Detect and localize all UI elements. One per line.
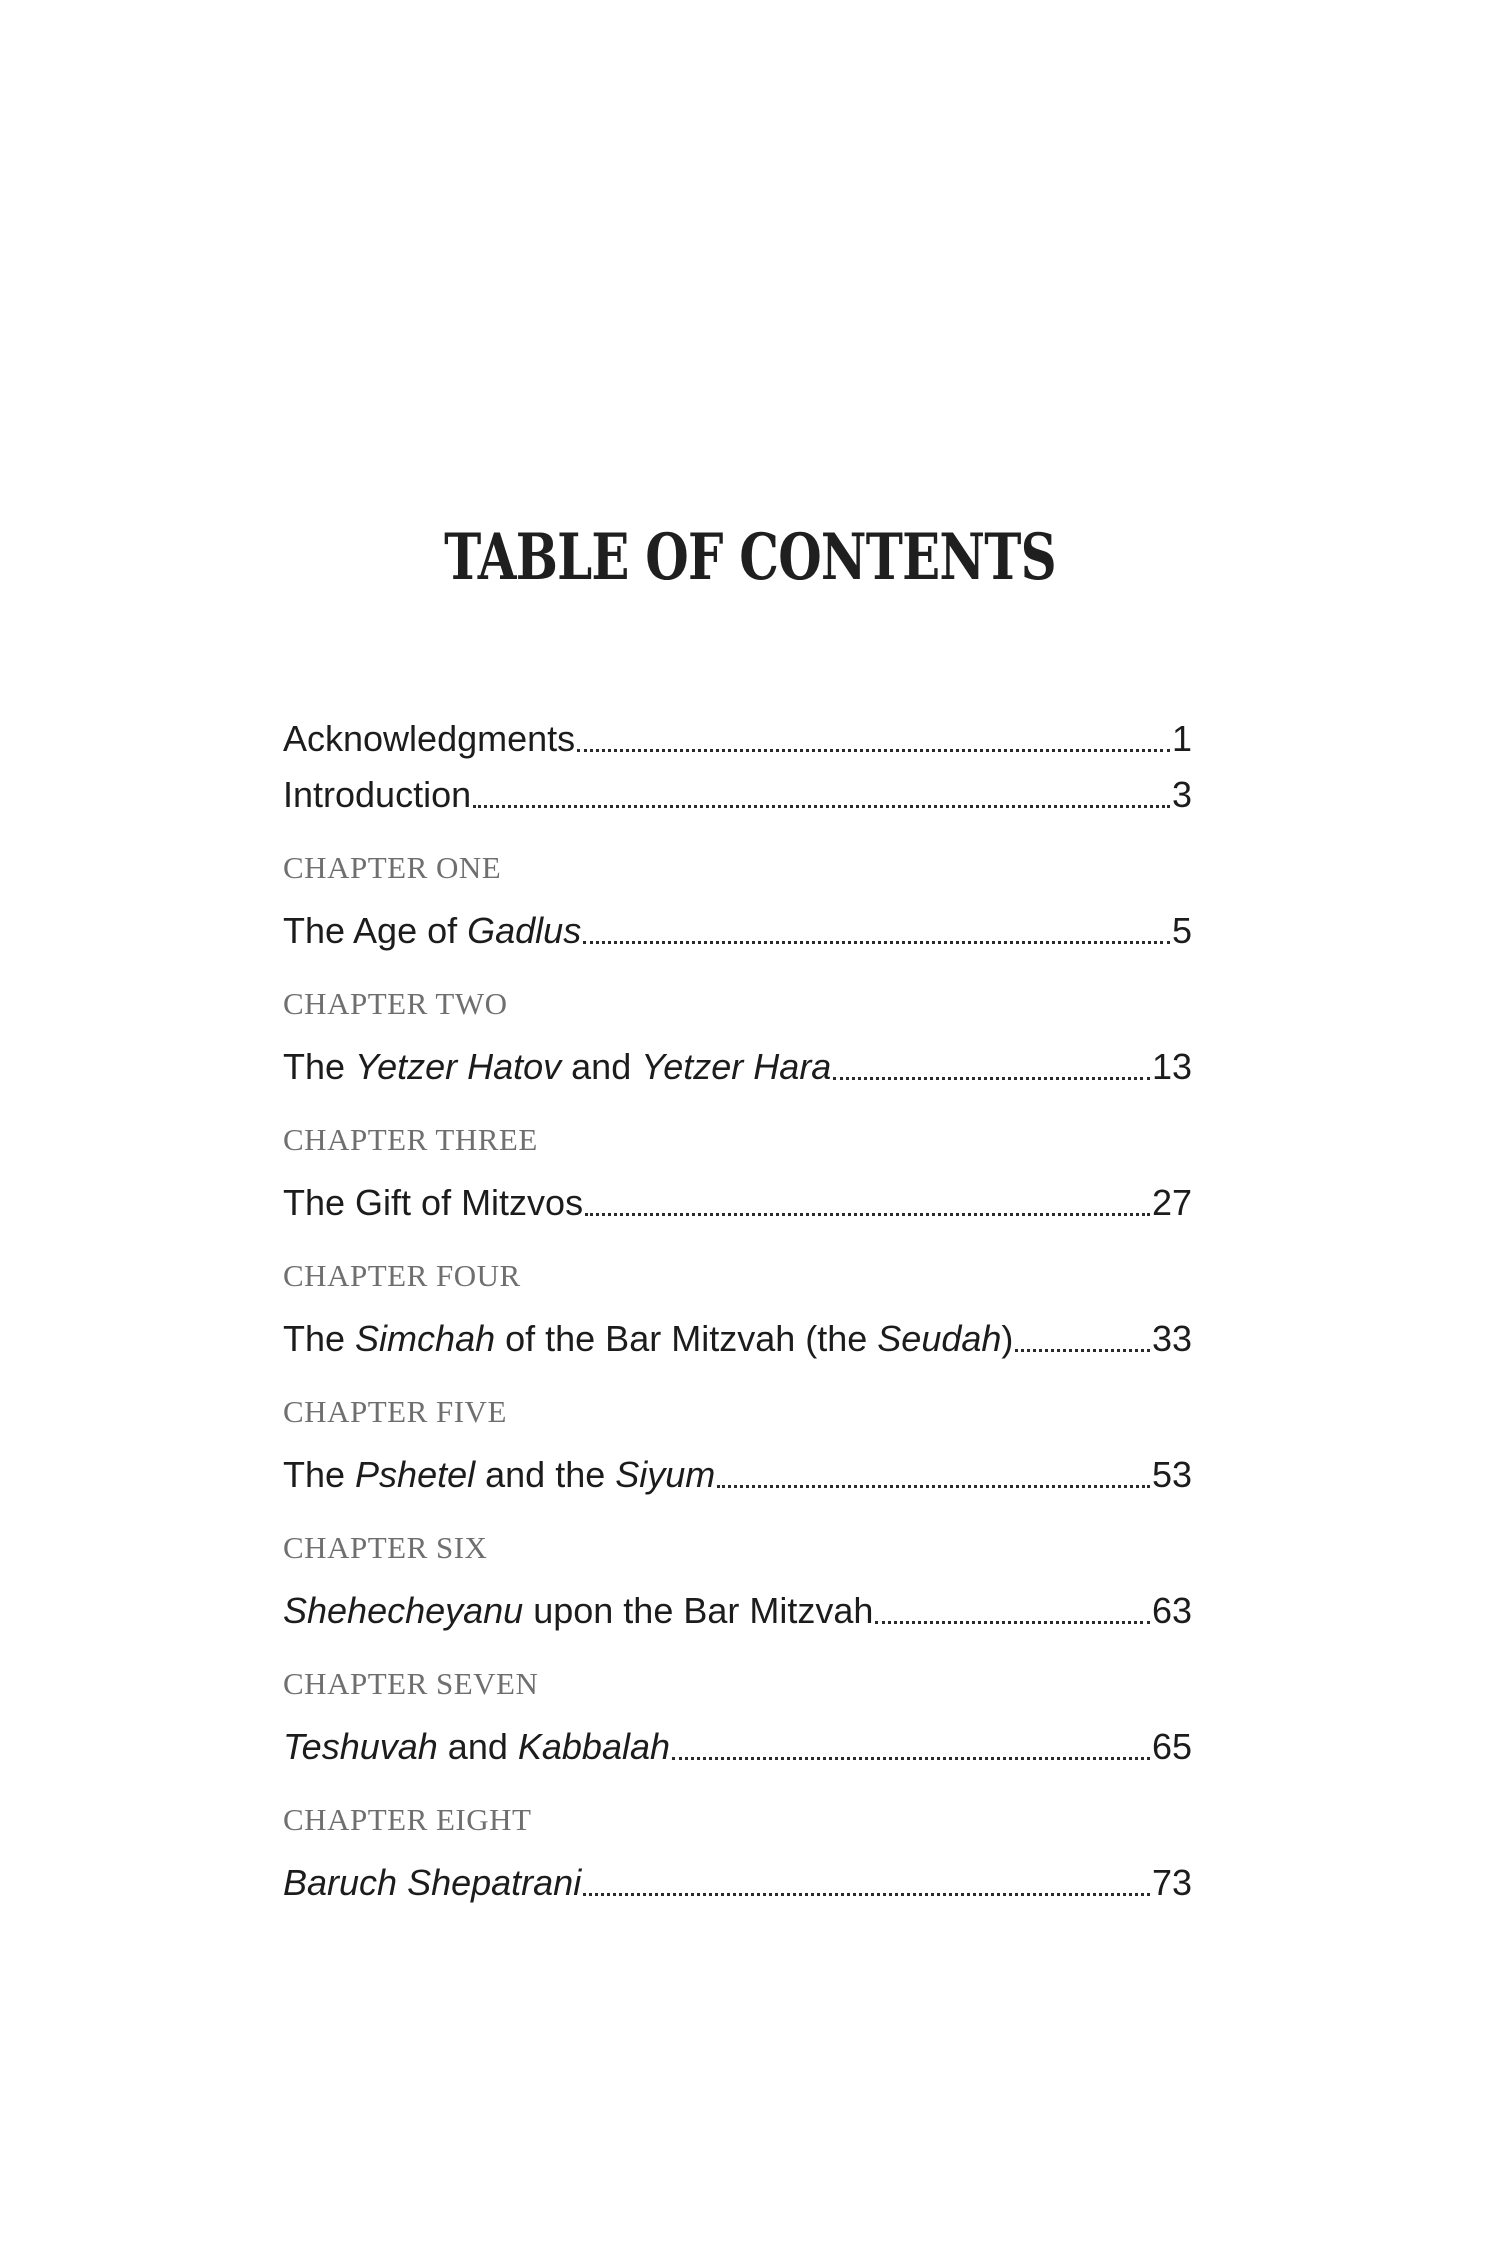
chapter-label: CHAPTER THREE: [283, 1122, 538, 1157]
title-segment: and: [437, 1726, 518, 1767]
entry-title: Acknowledgments: [283, 718, 576, 759]
page-number: 5: [1171, 910, 1192, 951]
chapter-label: CHAPTER FIVE: [283, 1394, 507, 1429]
entry-title: Introduction: [283, 774, 472, 815]
toc-entry-chapter[interactable]: [283, 1028, 1192, 1088]
page-title: TABLE OF CONTENTS: [444, 520, 1056, 595]
dot-leader: [1015, 1348, 1150, 1352]
entry-title: [283, 1726, 670, 1768]
page-number: 1: [1171, 718, 1192, 759]
toc-entry-introduction[interactable]: [283, 756, 1192, 816]
title-segment: of the Bar Mitzvah (the: [495, 1318, 878, 1359]
italic-title-segment: Kabbalah: [517, 1726, 671, 1767]
chapter-label: CHAPTER FOUR: [283, 1258, 521, 1293]
entry-title: [283, 1318, 1013, 1360]
dot-leader: [583, 940, 1170, 944]
toc-entry-chapter[interactable]: [283, 1572, 1192, 1632]
entry-title: [283, 1182, 583, 1224]
page-number: 13: [1151, 1046, 1192, 1087]
dot-leader: [717, 1484, 1150, 1488]
page-number: 27: [1151, 1182, 1192, 1223]
entry-title: [283, 1046, 831, 1088]
page-number: 33: [1151, 1318, 1192, 1359]
italic-title-segment: Yetzer Hara: [641, 1046, 832, 1087]
dot-leader: [833, 1076, 1150, 1080]
italic-title-segment: Pshetel: [355, 1454, 476, 1495]
title-segment: The: [283, 1046, 356, 1087]
dot-leader: [585, 1212, 1150, 1216]
entry-title: [283, 1862, 581, 1904]
dot-leader: [577, 748, 1170, 752]
title-segment: The: [283, 1454, 356, 1495]
title-segment: ): [1001, 1318, 1014, 1359]
dot-leader: [473, 804, 1170, 808]
title-segment: upon the Bar Mitzvah: [523, 1590, 874, 1631]
chapter-label: CHAPTER SEVEN: [283, 1666, 539, 1701]
chapter-label: CHAPTER EIGHT: [283, 1802, 532, 1837]
title-segment: The: [283, 1318, 356, 1359]
dot-leader: [875, 1620, 1150, 1624]
title-segment: and the: [475, 1454, 616, 1495]
italic-title-segment: Yetzer Hatov: [355, 1046, 562, 1087]
chapter-label: CHAPTER TWO: [283, 986, 508, 1021]
italic-title-segment: Simchah: [355, 1318, 496, 1359]
dot-leader: [672, 1756, 1150, 1760]
page-number: 63: [1151, 1590, 1192, 1631]
entry-title: [283, 1454, 715, 1496]
italic-title-segment: Siyum: [615, 1454, 716, 1495]
page-number: 65: [1151, 1726, 1192, 1767]
dot-leader: [583, 1892, 1150, 1896]
toc-entry-chapter[interactable]: [283, 1708, 1192, 1768]
italic-title-segment: Shehecheyanu: [283, 1590, 524, 1631]
italic-title-segment: Gadlus: [467, 910, 582, 951]
toc-entry-chapter[interactable]: [283, 1436, 1192, 1496]
italic-title-segment: Baruch Shepatrani: [283, 1862, 582, 1903]
page-number: 53: [1151, 1454, 1192, 1495]
entry-title: [283, 1590, 873, 1632]
chapter-label: CHAPTER SIX: [283, 1530, 488, 1565]
chapter-label: CHAPTER ONE: [283, 850, 502, 885]
italic-title-segment: Teshuvah: [283, 1726, 438, 1767]
page-number: 73: [1151, 1862, 1192, 1903]
toc-entry-chapter[interactable]: [283, 1844, 1192, 1904]
entry-title: [283, 910, 581, 952]
toc-entry-chapter[interactable]: [283, 892, 1192, 952]
toc-entry-chapter[interactable]: [283, 1164, 1192, 1224]
title-segment: The Gift of Mitzvos: [283, 1182, 584, 1223]
page-number: 3: [1171, 774, 1192, 815]
title-segment: and: [561, 1046, 642, 1087]
toc-entry-chapter[interactable]: [283, 1300, 1192, 1360]
title-segment: The Age of: [283, 910, 468, 951]
toc-entry-acknowledgments[interactable]: [283, 700, 1192, 760]
italic-title-segment: Seudah: [877, 1318, 1002, 1359]
